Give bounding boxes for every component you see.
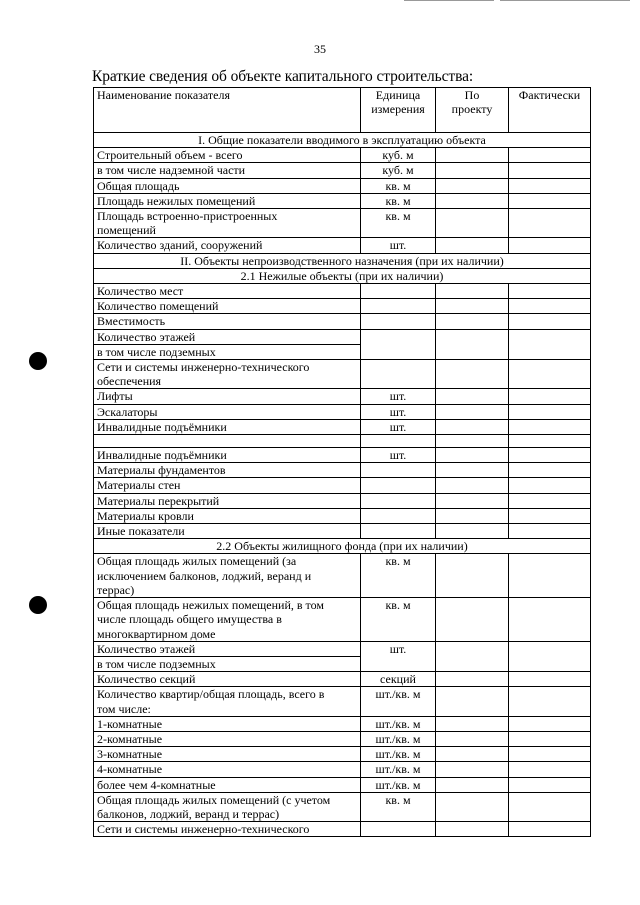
table-row (94, 524, 591, 539)
subsection-heading: 2.2 Объекты жилищного фонда (при их наличии) (94, 539, 591, 554)
unit-cell: кв. м (361, 193, 436, 208)
indicator-name: Вместимость (94, 314, 361, 329)
table-row (94, 389, 591, 404)
table-row (94, 493, 591, 508)
indicator-name: 3-комнатные (94, 747, 361, 762)
table-row (94, 435, 591, 448)
table-row (94, 314, 591, 329)
table-row (94, 209, 591, 238)
table-row (94, 672, 591, 687)
indicator-name: в том числе надземной части (94, 163, 361, 178)
punch-hole-mark (29, 596, 47, 614)
unit-cell: шт. (361, 641, 436, 671)
indicator-name: Инвалидные подъёмники (94, 419, 361, 434)
table-row (94, 284, 591, 299)
indicator-name: Общая площадь жилых помещений (с учетом балконов, лоджий, веранд и террас) (94, 792, 361, 821)
unit-cell: кв. м (361, 598, 436, 642)
punch-hole-mark (29, 352, 47, 370)
table-row (94, 178, 591, 193)
unit-cell: шт./кв. м (361, 762, 436, 777)
header-unit: Единица измерения (361, 88, 436, 133)
table-row (94, 163, 591, 178)
indicator-name: в том числе подземных (94, 656, 361, 671)
indicator-name: Количество мест (94, 284, 361, 299)
unit-cell: шт./кв. м (361, 777, 436, 792)
unit-cell: кв. м (361, 209, 436, 238)
indicator-name: 2-комнатные (94, 731, 361, 746)
table-header-row (94, 88, 591, 133)
indicator-name: Количество помещений (94, 299, 361, 314)
table-row (94, 419, 591, 434)
table-row (94, 598, 591, 642)
table-row (94, 329, 591, 344)
unit-cell: шт. (361, 448, 436, 463)
table-row (94, 508, 591, 523)
unit-cell: кв. м (361, 178, 436, 193)
indicator-name: более чем 4-комнатные (94, 777, 361, 792)
unit-cell: куб. м (361, 148, 436, 163)
indicator-name: 4-комнатные (94, 762, 361, 777)
indicator-name: в том числе подземных (94, 344, 361, 359)
header-indicator-name: Наименование показателя (94, 88, 361, 133)
indicator-name: Инвалидные подъёмники (94, 448, 361, 463)
table-row (94, 404, 591, 419)
page-number: 35 (314, 42, 326, 56)
indicator-name: Строительный объем - всего (94, 148, 361, 163)
page-title: Краткие сведения об объекте капитального строительства: (92, 68, 474, 85)
unit-cell: шт./кв. м (361, 731, 436, 746)
table-row (94, 747, 591, 762)
unit-cell: кв. м (361, 554, 436, 598)
indicator-name: Количество квартир/общая площадь, всего в том числе: (94, 687, 361, 716)
indicator-name: Материалы стен (94, 478, 361, 493)
section-heading: I. Общие показатели вводимого в эксплуатацию объекта (94, 133, 591, 148)
table-row (94, 731, 591, 746)
table-row (94, 448, 591, 463)
unit-cell: шт. (361, 404, 436, 419)
scan-edge-line (500, 0, 630, 1)
object-summary-table (93, 87, 591, 837)
unit-cell: шт. (361, 389, 436, 404)
indicator-name: Количество секций (94, 672, 361, 687)
header-actual: Фактически (509, 88, 591, 133)
table-row (94, 360, 591, 389)
unit-cell: куб. м (361, 163, 436, 178)
table-row (94, 299, 591, 314)
indicator-name: Иные показатели (94, 524, 361, 539)
indicator-name: Материалы кровли (94, 508, 361, 523)
subsection-heading: 2.1 Нежилые объекты (при их наличии) (94, 268, 591, 283)
indicator-name: Общая площадь (94, 178, 361, 193)
table-row (94, 822, 591, 837)
indicator-name: Площадь нежилых помещений (94, 193, 361, 208)
table-row (94, 478, 591, 493)
indicator-name: Количество этажей (94, 329, 361, 344)
table-row (94, 687, 591, 716)
table-row (94, 463, 591, 478)
indicator-name: Сети и системы инженерно-технического обеспечения (94, 360, 361, 389)
unit-cell: шт./кв. м (361, 687, 436, 716)
unit-cell: шт./кв. м (361, 747, 436, 762)
indicator-name: Эскалаторы (94, 404, 361, 419)
table-row (94, 716, 591, 731)
indicator-name: Материалы фундаментов (94, 463, 361, 478)
indicator-name: Материалы перекрытий (94, 493, 361, 508)
scan-edge-line (404, 0, 494, 1)
indicator-name: Сети и системы инженерно-технического (94, 822, 361, 837)
table-row (94, 148, 591, 163)
table-row (94, 762, 591, 777)
indicator-name: Количество этажей (94, 641, 361, 656)
indicator-name: Количество зданий, сооружений (94, 238, 361, 253)
unit-cell: кв. м (361, 792, 436, 821)
indicator-name: Лифты (94, 389, 361, 404)
table-row (94, 641, 591, 656)
table-row (94, 554, 591, 598)
table-row (94, 193, 591, 208)
indicator-name: Общая площадь жилых помещений (за исключением балконов, лоджий, веранд и террас) (94, 554, 361, 598)
section-heading: II. Объекты непроизводственного назначения (при их наличии) (94, 253, 591, 268)
unit-cell: шт./кв. м (361, 716, 436, 731)
unit-cell: шт. (361, 238, 436, 253)
indicator-name: Общая площадь нежилых помещений, в том числе площадь общего имущества в многоквартирном доме (94, 598, 361, 642)
unit-cell: шт. (361, 419, 436, 434)
table-row (94, 777, 591, 792)
table-row (94, 792, 591, 821)
unit-cell: секций (361, 672, 436, 687)
table-row (94, 238, 591, 253)
indicator-name: Площадь встроенно-пристроенных помещений (94, 209, 361, 238)
header-by-project: По проекту (436, 88, 509, 133)
indicator-name: 1-комнатные (94, 716, 361, 731)
